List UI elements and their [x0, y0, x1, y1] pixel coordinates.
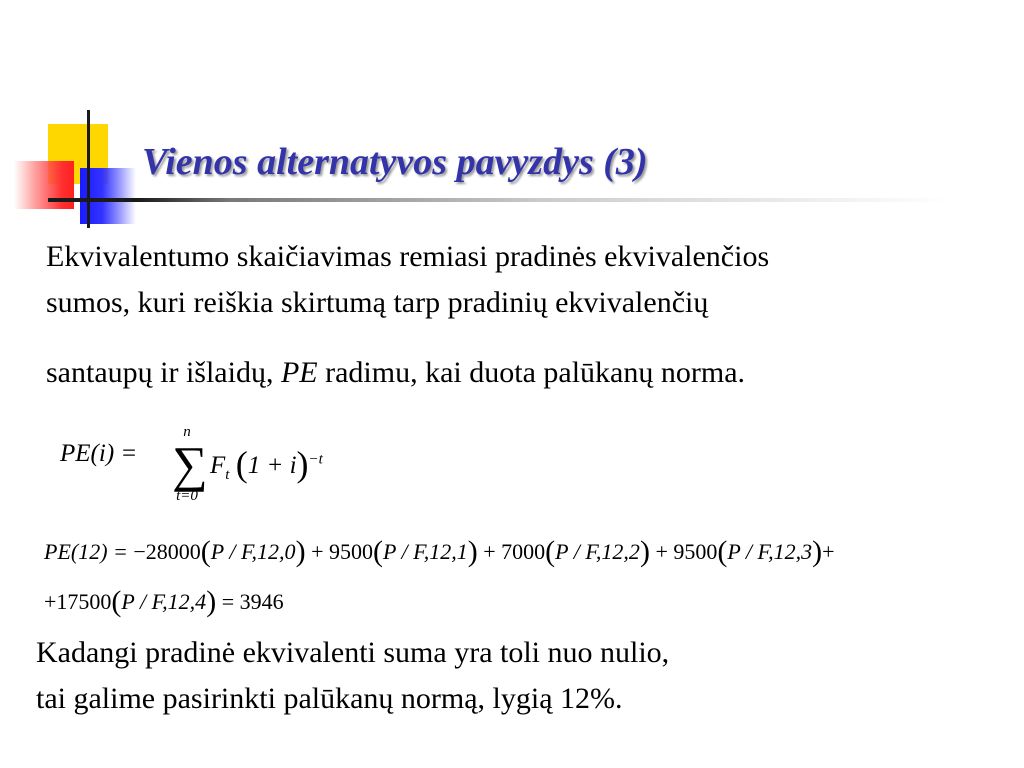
intro-line-3-start: santaupų ir išlaidų, [46, 356, 281, 389]
pe-12-expansion [44, 533, 835, 567]
term-operator: + [822, 539, 835, 564]
cash-flow-subscript: t [225, 467, 230, 483]
conclusion-line-2: tai galime pasirinkti palūkanų normą, lygią 12%. [36, 682, 623, 715]
pe-term: −28000(P / F,12,0) + [133, 535, 324, 568]
term-factor: P / F,12,0 [210, 539, 296, 564]
summation-symbol: ∑ [172, 436, 208, 492]
title-underline [48, 198, 948, 202]
pe-general-formula [60, 420, 380, 510]
term-coefficient: 9500 [673, 539, 718, 564]
summation-lower-limit: t=0 [176, 488, 198, 504]
pe-formula-rhs: $F_t$ $(1 + i)^{-t}$ [210, 444, 323, 484]
term-factor: P / F,12,2 [555, 539, 640, 564]
term-factor: P / F,12,4 [121, 589, 207, 614]
term-operator: + [311, 539, 324, 564]
conclusion-paragraph [36, 636, 669, 728]
cash-flow-symbol: F [210, 452, 226, 479]
pe-12-expansion-continued: +17500(P / F,12,4) = 3946 [44, 585, 284, 618]
pe-12-result: = 3946 [221, 589, 284, 614]
intro-line-3 [46, 356, 769, 390]
term-factor: P / F,12,3 [727, 539, 813, 564]
term-operator: + [655, 539, 668, 564]
term-coefficient: 9500 [328, 539, 373, 564]
term-coefficient: +17500 [44, 589, 112, 614]
discount-base: 1 + i [247, 452, 297, 479]
intro-line-2: sumos, kuri reiškia skirtumą tarp pradinių ekvivalenčių [46, 286, 709, 319]
term-coefficient: −28000 [133, 539, 201, 564]
pe-12-label: PE(12) = [44, 539, 128, 564]
term-coefficient: 7000 [501, 539, 546, 564]
pe-term: 9500(P / F,12,3)+ [673, 535, 835, 568]
conclusion-line-1: Kadangi pradinė ekvivalenti suma yra toli nuo nulio, [36, 636, 670, 669]
intro-line-1: Ekvivalentumo skaičiavimas remiasi pradinės ekvivalenčios [46, 240, 770, 273]
slide-title: Vienos alternatyvos pavyzdys (3) [142, 141, 648, 183]
pe-term: 9500(P / F,12,1) + [328, 535, 496, 568]
summation-upper-limit: n [183, 424, 191, 440]
term-factor: P / F,12,1 [382, 539, 468, 564]
intro-paragraph [46, 240, 769, 390]
vertical-divider-line [87, 110, 90, 228]
discount-exponent: −t [308, 451, 323, 468]
term-operator: + [483, 539, 496, 564]
pe-formula-lhs: PE(i) = [60, 440, 138, 467]
pe-term: 7000(P / F,12,2) + [501, 535, 668, 568]
intro-line-3-end: radimu, kai duota palūkanų norma. [317, 356, 746, 389]
pe-abbreviation: PE [280, 356, 318, 389]
summation [172, 424, 208, 504]
